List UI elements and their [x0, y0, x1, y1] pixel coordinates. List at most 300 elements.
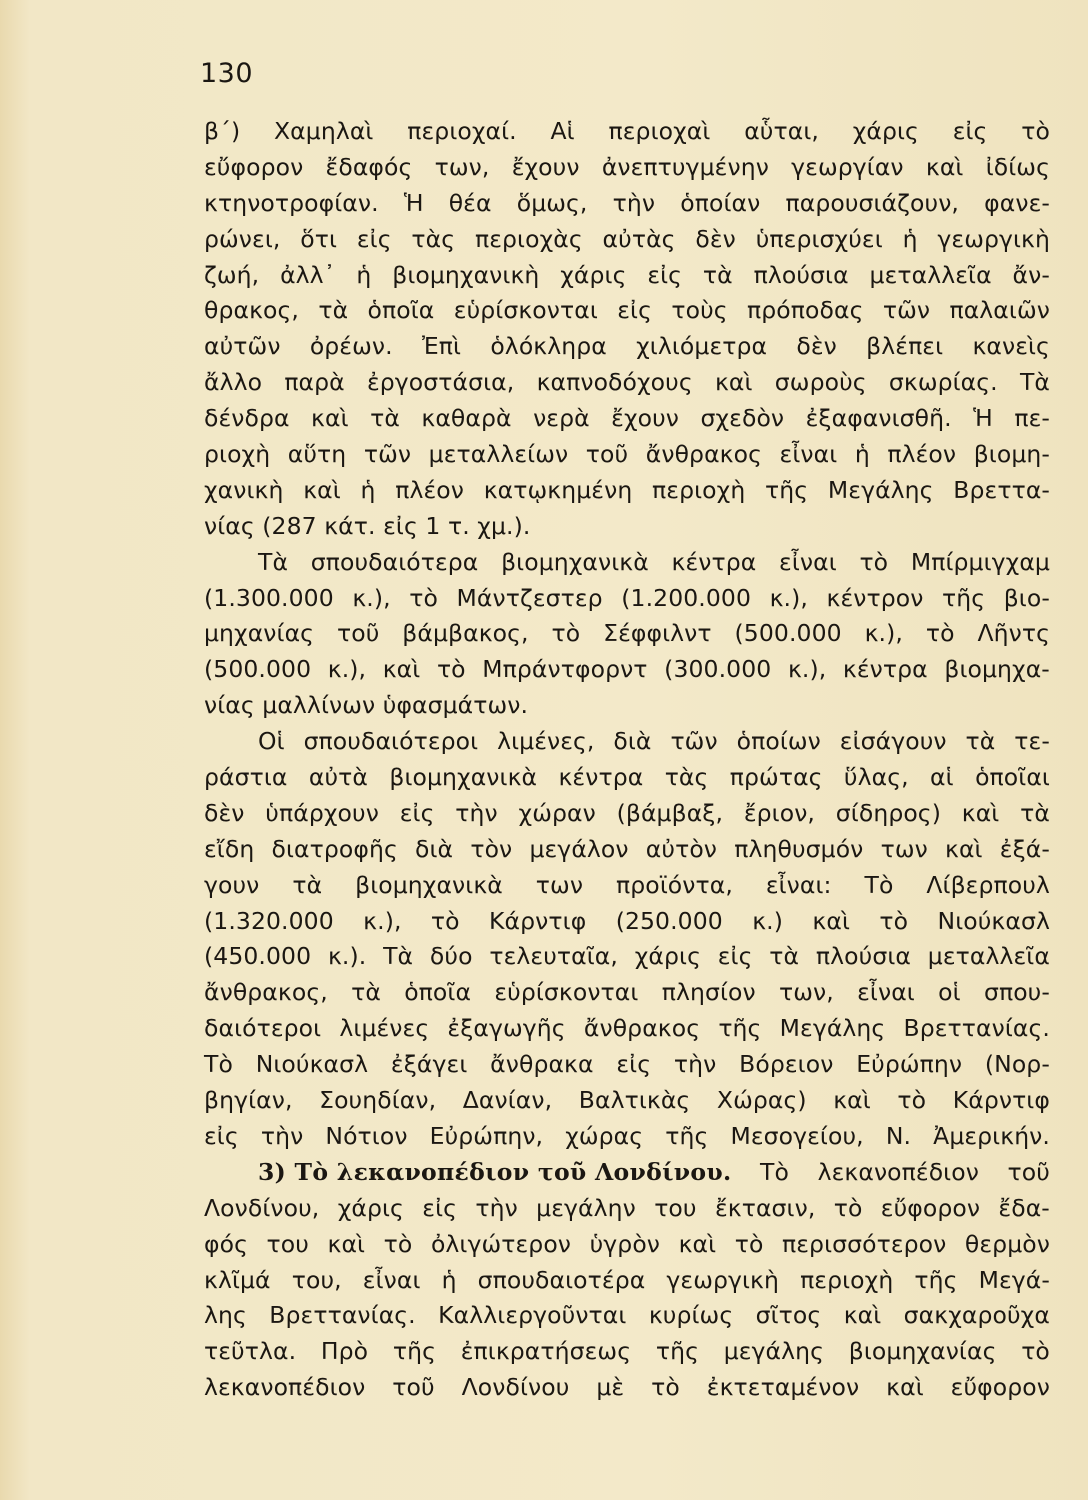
- text-line: [204, 1047, 1050, 1083]
- word: ὕλας,: [843, 763, 909, 792]
- word: (300.000: [664, 655, 772, 684]
- word: διατροφῆς: [271, 834, 398, 863]
- word: Μπράντφορντ: [482, 655, 648, 684]
- word: περιοχὴ: [800, 1265, 894, 1294]
- word: τῶν: [363, 440, 412, 469]
- text-line: [204, 1334, 1050, 1370]
- word: Αἱ: [550, 117, 575, 145]
- word: καὶ: [327, 1229, 366, 1258]
- word: τῶν: [670, 727, 718, 756]
- text-line: [204, 581, 1050, 617]
- word: τὸ: [430, 906, 460, 935]
- word: αὐτῶν: [204, 332, 281, 361]
- word: βιομη-: [973, 440, 1050, 469]
- word: ἄν-: [1012, 260, 1050, 289]
- word: ἐκτεταμένον: [706, 1373, 860, 1402]
- word: περιοχὰς: [474, 224, 583, 253]
- word: κυρίως: [648, 1301, 734, 1330]
- word: Εὐρώπην,: [429, 1121, 544, 1150]
- word: Νιούκασλ: [255, 1050, 369, 1079]
- word: εἰς: [422, 1193, 458, 1222]
- word: των: [535, 870, 584, 899]
- word: Τὰ: [1019, 368, 1050, 397]
- word: ἔδα-: [998, 1193, 1050, 1222]
- word: κάτ.: [324, 511, 376, 540]
- word: διὰ: [613, 727, 652, 756]
- word: ἡ: [854, 440, 870, 469]
- word: (Νορ-: [984, 1050, 1050, 1079]
- word: τὸ: [383, 1229, 413, 1258]
- word: Ἡ: [973, 404, 993, 433]
- text-line: [204, 473, 1050, 509]
- word: τὰ: [318, 296, 349, 325]
- text-line: [204, 975, 1050, 1011]
- word: φός: [204, 1229, 248, 1258]
- word: Οἱ: [258, 727, 285, 756]
- text-line: [204, 509, 1050, 545]
- word: γουν: [204, 870, 260, 899]
- word: Μεγάλης: [827, 475, 934, 504]
- word: εὔφορον: [880, 1193, 981, 1222]
- word: κ.),: [769, 583, 808, 612]
- page-number: 130: [200, 58, 254, 89]
- word: καπνοδόχους: [536, 368, 693, 397]
- word: τοῦ: [585, 440, 629, 469]
- word: αἱ: [930, 763, 954, 792]
- word: Νότιον: [325, 1121, 408, 1150]
- word: τὰ: [1020, 798, 1050, 827]
- word: εἰς: [617, 296, 652, 325]
- word: ὑπάρχουν: [265, 798, 379, 827]
- word: εὑρίσκονται: [453, 296, 598, 325]
- text-line: [204, 150, 1050, 186]
- word: τὸ: [859, 547, 889, 576]
- word: (250.000: [615, 906, 723, 935]
- word: καὶ: [843, 1301, 882, 1330]
- word: καὶ: [812, 906, 851, 935]
- word: ἐπικρατήσεως: [460, 1337, 632, 1366]
- word: τὴν: [260, 1121, 304, 1150]
- word: λιμένες: [339, 1014, 430, 1043]
- word: τὸ: [1021, 117, 1050, 145]
- word: σχεδὸν: [700, 404, 785, 433]
- word: παλαιῶν: [949, 296, 1050, 325]
- word: βάμβακος,: [402, 619, 529, 648]
- word: ἄνθρακος: [583, 1014, 701, 1043]
- word: Χώρας): [716, 1086, 807, 1115]
- word: τῆς: [765, 475, 809, 504]
- word: εἰς: [204, 1121, 239, 1150]
- word: παρὰ: [284, 368, 345, 397]
- word: θερμὸν: [964, 1229, 1050, 1258]
- word: τὰ: [351, 978, 381, 1007]
- word: καὶ: [303, 475, 341, 504]
- word: ἐξαγωγῆς: [447, 1014, 566, 1043]
- word: τῆς: [392, 1337, 437, 1366]
- word: περιοχὴ: [652, 475, 746, 504]
- word: κέντρα: [558, 763, 644, 792]
- word: καὶ: [886, 1373, 924, 1402]
- word: εὔφορον: [204, 152, 304, 181]
- word: πλησίον: [661, 978, 756, 1007]
- word: εἶναι: [857, 978, 915, 1007]
- word: τοῦ: [392, 1373, 435, 1402]
- word: Λῆντς: [977, 619, 1050, 648]
- text-line: [204, 437, 1050, 473]
- text-line: [204, 1083, 1050, 1119]
- word: εἶναι: [779, 440, 838, 469]
- word: σακχαροῦχα: [903, 1301, 1050, 1330]
- word: μαλλίνων: [262, 691, 376, 720]
- text-line: [204, 904, 1050, 940]
- word: ριοχὴ: [204, 440, 271, 469]
- word: τὰς: [411, 224, 456, 253]
- word: χώρας: [565, 1121, 644, 1150]
- word: του: [654, 1193, 697, 1222]
- word: τῆς: [655, 1337, 699, 1366]
- word: δὲν: [796, 332, 837, 361]
- word: του: [266, 1229, 309, 1258]
- word: τὸν: [470, 834, 513, 863]
- word: κ.),: [352, 583, 391, 612]
- word: γεωργικὴ: [666, 1265, 779, 1294]
- word: περιοχαὶ: [608, 117, 711, 145]
- word: εἰς: [356, 224, 392, 253]
- word: ἀλλ᾽: [280, 260, 336, 289]
- word: Βόρειον: [739, 1050, 834, 1079]
- word: σῖτος: [755, 1301, 822, 1330]
- word: τὸ: [436, 655, 466, 684]
- text-line: [204, 688, 1050, 724]
- word: οἱ: [938, 978, 961, 1007]
- word: καθαρὰ: [421, 404, 512, 433]
- word: Μεγάλης: [779, 1014, 886, 1043]
- word: ὁλόκληρα: [490, 332, 607, 361]
- word: Σουηδίαν,: [319, 1086, 437, 1115]
- word: Μπίρμιγχαμ: [910, 547, 1050, 576]
- word: σπουδαιοτέρα: [477, 1265, 646, 1294]
- word: ὁποῖα: [404, 978, 472, 1007]
- text-line: [204, 329, 1050, 365]
- word: ἡ: [902, 224, 918, 253]
- word: ἡ: [441, 1265, 457, 1294]
- word: χανικὴ: [204, 475, 284, 504]
- word: ὁποῖα: [367, 296, 435, 325]
- word: τῆς: [718, 1014, 762, 1043]
- word: νερὰ: [533, 404, 590, 433]
- word: ἔριον,: [743, 798, 816, 827]
- word: βιομηχανικὰ: [389, 763, 538, 792]
- word: δύο: [429, 942, 473, 971]
- word: μὲ: [596, 1373, 625, 1402]
- section-heading: 3) Τὸ λεκανοπέδιον τοῦ Λονδίνου.: [258, 1157, 732, 1186]
- word: προϊόντα,: [615, 870, 733, 899]
- word: τοὺς: [671, 296, 728, 325]
- word: Ν.: [885, 1121, 912, 1150]
- word: τῆς: [942, 583, 986, 612]
- word: πρόποδας: [747, 296, 864, 325]
- word: ὑγρὸν: [589, 1229, 661, 1258]
- word: εἰς: [717, 942, 753, 971]
- word: παρουσιάζουν,: [785, 188, 960, 217]
- word: εἰς: [616, 1050, 652, 1079]
- word: κλῖμά: [204, 1265, 271, 1294]
- word: ἰδίως: [985, 152, 1050, 181]
- word: εἶναι: [779, 547, 837, 576]
- word: Λονδίνου: [461, 1373, 570, 1402]
- word: τὸ: [551, 619, 581, 648]
- word: των,: [779, 978, 834, 1007]
- text-line: [204, 114, 1050, 150]
- word: περισσότερον: [782, 1229, 947, 1258]
- word: δένδρα: [204, 404, 290, 433]
- word: αὕτη: [287, 440, 347, 469]
- word: καὶ: [714, 368, 753, 397]
- word: ἐξάγει: [390, 1050, 468, 1079]
- word: τὸ: [651, 1373, 680, 1402]
- word: νίας: [204, 511, 255, 540]
- word: (450.000: [204, 942, 312, 971]
- word: εἴδη: [204, 834, 255, 863]
- word: του,: [291, 1265, 342, 1294]
- word: τὰ: [702, 260, 733, 289]
- word: Νιούκασλ: [937, 906, 1050, 935]
- word: β΄): [204, 117, 241, 145]
- text-line: [204, 186, 1050, 222]
- word: εἰς: [383, 511, 418, 540]
- text-line: [204, 545, 1050, 581]
- word: λεκανοπέδιον: [817, 1157, 979, 1186]
- word: Τὰ: [383, 942, 414, 971]
- word: τὸ: [897, 1086, 927, 1115]
- word: ὁποίων: [736, 727, 821, 756]
- word: ὁποίαν: [680, 188, 761, 217]
- word: των: [880, 834, 928, 863]
- word: καὶ: [382, 655, 421, 684]
- text-line: [204, 1298, 1050, 1334]
- word: (βάμβαξ,: [616, 798, 724, 827]
- word: ἄνθρακος,: [204, 978, 328, 1007]
- word: χμ.).: [477, 511, 531, 540]
- word: σωροὺς: [774, 368, 867, 397]
- word: δὲν: [204, 798, 245, 827]
- word: Καλλιεργοῦνται: [438, 1301, 627, 1330]
- word: τε-: [1014, 727, 1050, 756]
- word: Λονδίνου,: [204, 1193, 320, 1222]
- text-line: [204, 652, 1050, 688]
- word: τὴν: [673, 1050, 717, 1079]
- word: Πρὸ: [320, 1337, 369, 1366]
- word: λιμένες,: [497, 727, 595, 756]
- word: ἄλλο: [204, 368, 263, 397]
- word: τὰ: [769, 942, 800, 971]
- word: θρακος,: [204, 296, 299, 325]
- word: τὰ: [965, 727, 996, 756]
- word: χάρις: [560, 260, 627, 289]
- word: βιομηχανικὰ: [501, 547, 649, 576]
- word: τεῦτλα.: [204, 1337, 297, 1366]
- word: τῆς: [914, 1265, 958, 1294]
- word: τὸ: [833, 1193, 863, 1222]
- word: βιομηχανίας: [848, 1337, 997, 1366]
- word: τῆς: [665, 1121, 709, 1150]
- word: καὶ: [678, 1229, 717, 1258]
- word: βιομηχανικὰ: [355, 870, 503, 899]
- word: ζωή,: [204, 260, 260, 289]
- word: θέα: [448, 188, 492, 217]
- word: ὑφασμάτων.: [382, 691, 529, 720]
- word: κανεὶς: [972, 332, 1050, 361]
- word: αὐτὰ: [308, 763, 368, 792]
- word: κ.),: [327, 655, 367, 684]
- word: αὐτὰς: [602, 224, 676, 253]
- word: μεγάλης: [723, 1337, 825, 1366]
- word: τὰς: [664, 763, 709, 792]
- word: κατῳκημένη: [483, 475, 633, 504]
- text-line: [204, 1155, 1050, 1191]
- word: καὶ: [945, 834, 983, 863]
- word: μεγάλην: [536, 1193, 636, 1222]
- word: ἐξά-: [999, 834, 1050, 863]
- text-line: [204, 760, 1050, 796]
- word: βιομηχα-: [944, 655, 1050, 684]
- word: ἡ: [356, 260, 372, 289]
- word: (1.320.000: [204, 906, 334, 935]
- word: τῶν: [882, 296, 931, 325]
- word: βηγίαν,: [204, 1086, 293, 1115]
- word: ἐργοστάσια,: [366, 368, 515, 397]
- word: σπουδαιότερα: [310, 547, 479, 576]
- word: καὶ: [961, 798, 1000, 827]
- word: εἰς: [952, 117, 988, 145]
- word: νίας: [204, 691, 255, 720]
- word: Βαλτικὰς: [578, 1086, 691, 1115]
- word: κέντρα: [842, 655, 928, 684]
- text-line: [204, 401, 1050, 437]
- word: τὸ: [734, 1229, 764, 1258]
- text-line: [204, 724, 1050, 760]
- word: περιοχαί.: [407, 117, 517, 145]
- word: ὅμως,: [516, 188, 588, 217]
- word: τὰ: [370, 404, 400, 433]
- word: (1.300.000: [204, 583, 334, 612]
- word: (1.200.000: [621, 583, 752, 612]
- word: ἀνεπτυγμένην: [601, 152, 769, 181]
- word: εἶναι: [362, 1265, 421, 1294]
- word: πλούσια: [815, 942, 911, 971]
- word: ἄνθρακα: [490, 1050, 594, 1079]
- word: Ἐπὶ: [421, 332, 462, 361]
- word: κ.),: [363, 906, 402, 935]
- word: σίδηρος): [835, 798, 941, 827]
- word: (500.000: [734, 619, 842, 648]
- word: τὰ: [292, 870, 323, 899]
- word: γεωργίαν: [791, 152, 904, 181]
- word: δαιότεροι: [204, 1014, 322, 1043]
- word: Μάντζεστερ: [456, 583, 603, 612]
- word: χάρις: [852, 117, 919, 145]
- word: τοῦ: [336, 619, 380, 648]
- word: καὶ: [925, 152, 964, 181]
- word: Εὐρώπην: [856, 1050, 963, 1079]
- word: Κάρντιφ: [952, 1086, 1050, 1115]
- word: Ἀμερικήν.: [933, 1121, 1050, 1150]
- word: τοῦ: [1007, 1157, 1050, 1186]
- word: Βρεττανίας.: [269, 1301, 416, 1330]
- word: διὰ: [415, 834, 454, 863]
- word: χάρις: [634, 942, 701, 971]
- word: Τὰ: [258, 547, 289, 576]
- word: Σέφφιλντ: [603, 619, 712, 648]
- text-line: [204, 222, 1050, 258]
- word: ἔχουν: [511, 152, 580, 181]
- word: τὸ: [409, 583, 438, 612]
- word: Μεγά-: [978, 1265, 1050, 1294]
- word: τὸ: [925, 619, 955, 648]
- text-line: [204, 796, 1050, 832]
- word: σπουδαιότεροι: [303, 727, 479, 756]
- word: εὑρίσκονται: [494, 978, 639, 1007]
- word: ἡ: [360, 475, 376, 504]
- word: χιλιόμετρα: [636, 332, 768, 361]
- word: ἄνθρακος: [645, 440, 762, 469]
- text-line: [204, 939, 1050, 975]
- word: χώραν: [518, 798, 596, 827]
- text-line: [204, 258, 1050, 294]
- word: μεγάλον: [529, 834, 629, 863]
- word: πλέον: [395, 475, 465, 504]
- word: Τὸ: [204, 1050, 233, 1079]
- word: σκωρίας.: [888, 368, 998, 397]
- word: κέντρον: [826, 583, 924, 612]
- word: καὶ: [833, 1086, 871, 1115]
- word: γεωργικὴ: [937, 224, 1050, 253]
- word: Χαμηλαὶ: [273, 117, 374, 145]
- word: εἰσάγουν: [839, 727, 947, 756]
- word: Μεσογείου,: [730, 1121, 864, 1150]
- word: Ἡ: [403, 188, 424, 217]
- word: τελευταῖα,: [489, 942, 618, 971]
- word: μεταλλείων: [428, 440, 569, 469]
- word: πρώτας: [729, 763, 823, 792]
- word: πλέον: [887, 440, 957, 469]
- word: τὸ: [1021, 1337, 1050, 1366]
- word: χάρις: [337, 1193, 404, 1222]
- word: δὲν: [695, 224, 736, 253]
- word: εἶναι:: [765, 870, 832, 899]
- word: Τὸ: [864, 870, 894, 899]
- word: τὴν: [455, 798, 498, 827]
- word: ἔδαφός: [325, 152, 413, 181]
- word: ἔκτασιν,: [714, 1193, 816, 1222]
- word: τὴν: [475, 1193, 518, 1222]
- word: ράστια: [204, 763, 288, 792]
- text-line: [204, 293, 1050, 329]
- word: ὅτι: [300, 224, 338, 253]
- word: καὶ: [311, 404, 349, 433]
- word: ἔχουν: [611, 404, 680, 433]
- word: κέντρα: [671, 547, 757, 576]
- body-text: [204, 114, 1050, 1406]
- word: Δανίαν,: [462, 1086, 553, 1115]
- word: Βρεττα-: [953, 475, 1050, 504]
- word: Κάρντιφ: [489, 906, 587, 935]
- word: ὀλιγώτερον: [430, 1229, 572, 1258]
- text-line: [204, 1119, 1050, 1155]
- word: κτηνοτροφίαν.: [204, 188, 379, 217]
- text-line: [204, 832, 1050, 868]
- word: εἰς: [647, 260, 683, 289]
